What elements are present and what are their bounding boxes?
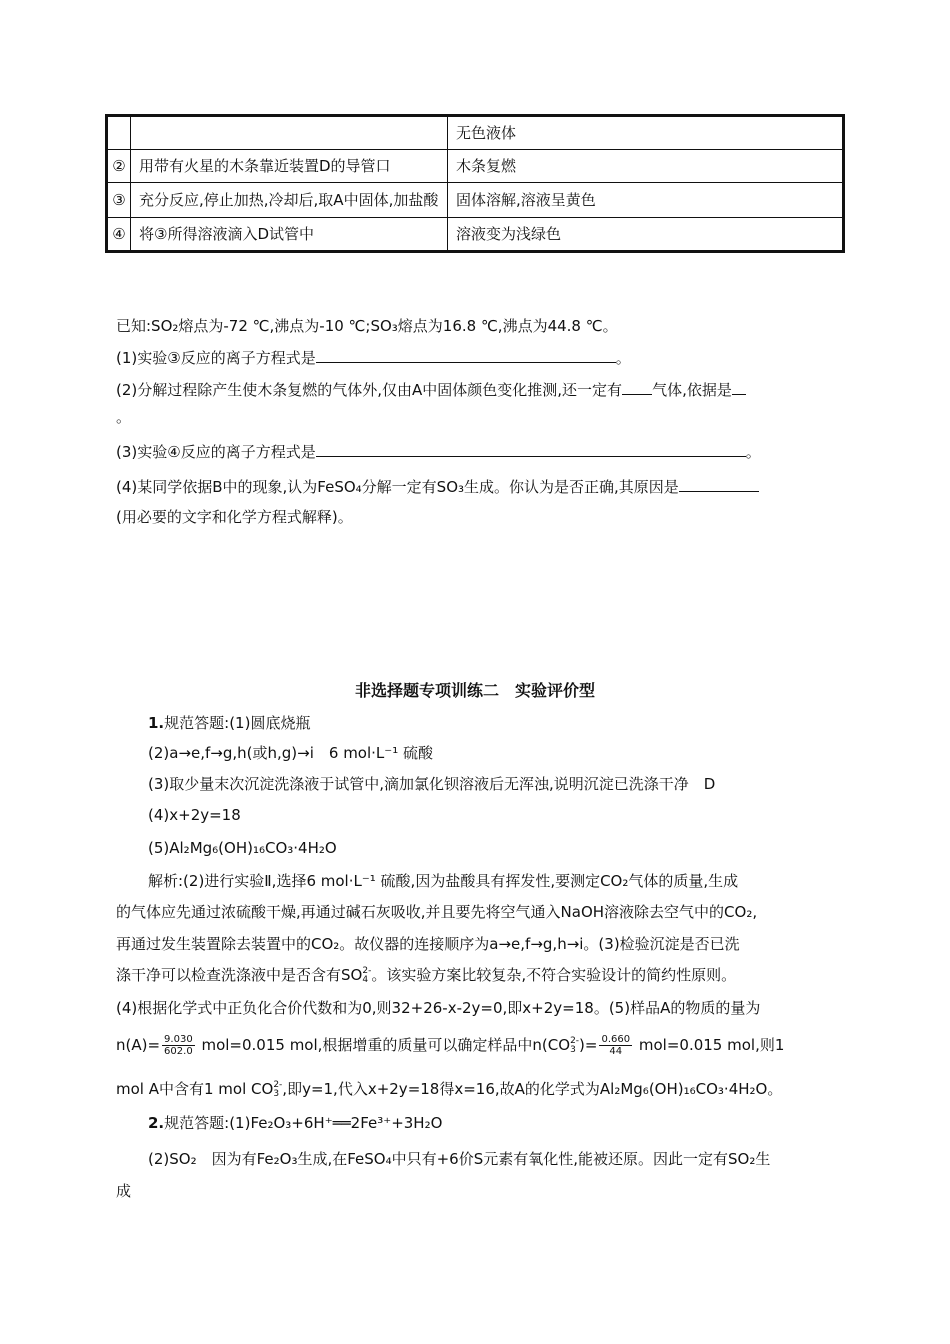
- step-operation: [131, 116, 448, 150]
- ion-charge: 2-: [362, 965, 372, 976]
- answer-line: (2)SO₂ 因为有Fe₂O₃生成,在FeSO₄中只有+6价S元素有氧化性,能被还原。因此一定有SO₂生: [148, 1150, 771, 1168]
- ion-subscript: 3: [570, 1044, 576, 1055]
- step-operation: 充分反应,停止加热,冷却后,取A中固体,加盐酸: [131, 183, 448, 218]
- sulfate-ion: [341, 966, 371, 984]
- answer-line: (5)Al₂Mg₆(OH)₁₆CO₃·4H₂O: [148, 839, 337, 857]
- analysis-text: mol=0.015 mol,则1: [634, 1036, 785, 1054]
- analysis-line: [116, 964, 736, 986]
- step-number: [107, 116, 131, 150]
- ion-subscript: 4: [362, 974, 369, 985]
- ion-charge: 2-: [570, 1035, 580, 1046]
- analysis-text: ,即y=1,代入x+2y=18得x=16,故A的化学式为Al₂Mg₆(OH)₁₆CO₃·4H₂O。: [282, 1080, 783, 1098]
- answer-text: 规范答题:(1)圆底烧瓶: [164, 714, 311, 732]
- ion-symbol: CO: [251, 1080, 274, 1098]
- question-2: [116, 378, 746, 401]
- answer-blank[interactable]: [622, 378, 652, 395]
- table-row: [107, 116, 844, 150]
- step-operation: 将③所得溶液滴入D试管中: [131, 218, 448, 252]
- analysis-line: (4)根据化学式中正负化合价代数和为0,则32+26-x-2y=0,即x+2y=18。(5)样品A的物质的量为: [116, 999, 761, 1017]
- analysis-text: n(: [532, 1036, 548, 1054]
- answer-blank[interactable]: [732, 378, 746, 395]
- answer-number: 2.: [148, 1114, 165, 1132]
- answer-blank[interactable]: [316, 440, 746, 457]
- numerator: 9.030: [164, 1034, 193, 1045]
- step-number: ③: [107, 183, 131, 218]
- ion-symbol: CO: [547, 1036, 571, 1054]
- answer-2-line: [148, 1112, 442, 1134]
- step-number: ④: [107, 218, 131, 252]
- step-result: 木条复燃: [448, 150, 844, 183]
- question-4-line2: (用必要的文字和化学方程式解释)。: [116, 508, 353, 526]
- question-1-end: 。: [615, 349, 631, 367]
- table-row: [107, 218, 844, 252]
- ion-charge: 2-: [273, 1079, 283, 1090]
- analysis-text: n(A)=: [116, 1036, 161, 1054]
- analysis-text: 涤干净可以检查洗涤液中是否含有: [116, 966, 342, 984]
- answer-number: 1.: [148, 714, 165, 732]
- analysis-text: mol A中含有1 mol: [116, 1080, 252, 1098]
- question-4-text: (4)某同学依据B中的现象,认为FeSO₄分解一定有SO₃生成。你认为是否正确,其原因是: [116, 478, 679, 496]
- carbonate-ion: [251, 1080, 282, 1098]
- question-1: [116, 346, 631, 369]
- carbonate-ion: [548, 1036, 579, 1054]
- analysis-line: [116, 1078, 782, 1100]
- analysis-text: )=: [579, 1036, 598, 1054]
- answer-1-line: [148, 712, 310, 734]
- step-operation: 用带有火星的木条靠近装置D的导管口: [131, 150, 448, 183]
- ion-symbol: SO: [341, 966, 363, 984]
- question-3: [116, 440, 761, 463]
- analysis-line: 的气体应先通过浓硫酸干燥,再通过碱石灰吸收,并且要先将空气通入NaOH溶液除去空气中的CO₂,: [116, 903, 758, 921]
- question-3-text: (3)实验④反应的离子方程式是: [116, 443, 316, 461]
- section-title: 非选择题专项训练二 实验评价型: [354, 681, 595, 700]
- question-1-text: (1)实验③反应的离子方程式是: [116, 349, 316, 367]
- step-result: 固体溶解,溶液呈黄色: [448, 183, 844, 218]
- experiment-table: [105, 114, 845, 253]
- answer-blank[interactable]: [679, 475, 759, 492]
- analysis-line: 解析:(2)进行实验Ⅱ,选择6 mol·L⁻¹ 硫酸,因为盐酸具有挥发性,要测定CO₂气体的质量,生成: [148, 872, 739, 890]
- question-2-mid: 气体,依据是: [652, 381, 732, 399]
- answer-line: 成: [116, 1182, 132, 1200]
- answer-line: (2)a→e,f→g,h(或h,g)→i 6 mol·L⁻¹ 硫酸: [148, 744, 433, 762]
- denominator: 44: [609, 1046, 623, 1057]
- answer-line: (3)取少量末次沉淀洗涤液于试管中,滴加氯化钡溶液后无浑浊,说明沉淀已洗涤干净 D: [148, 775, 716, 793]
- table-row: [107, 150, 844, 183]
- step-result: 无色液体: [448, 116, 844, 150]
- table-row: [107, 183, 844, 218]
- fraction: [162, 1034, 195, 1057]
- answer-line: (4)x+2y=18: [148, 806, 241, 824]
- ion-subscript: 3: [273, 1088, 280, 1099]
- question-2-text: (2)分解过程除产生使木条复燃的气体外,仅由A中固体颜色变化推测,还一定有: [116, 381, 623, 399]
- numerator: 0.660: [601, 1034, 631, 1045]
- denominator: 602.0: [164, 1046, 193, 1057]
- analysis-line: [116, 1034, 784, 1057]
- question-2-end: 。: [116, 408, 132, 426]
- answer-blank[interactable]: [316, 346, 616, 363]
- analysis-line: 再通过发生装置除去装置中的CO₂。故仪器的连接顺序为a→e,f→g,h→i。(3)检验沉淀是否已洗: [116, 935, 740, 953]
- analysis-text: 。该实验方案比较复杂,不符合实验设计的简约性原则。: [371, 966, 737, 984]
- step-result: 溶液变为浅绿色: [448, 218, 844, 252]
- question-3-end: 。: [745, 443, 761, 461]
- question-4: [116, 475, 759, 498]
- fraction: [599, 1034, 632, 1057]
- known-data: 已知:SO₂熔点为-72 ℃,沸点为-10 ℃;SO₃熔点为16.8 ℃,沸点为44.8 ℃。: [116, 317, 618, 335]
- step-number: ②: [107, 150, 131, 183]
- answer-text: 规范答题:(1)Fe₂O₃+6H⁺══2Fe³⁺+3H₂O: [164, 1114, 443, 1132]
- analysis-text: mol=0.015 mol,根据增重的质量可以确定样品中: [196, 1036, 533, 1054]
